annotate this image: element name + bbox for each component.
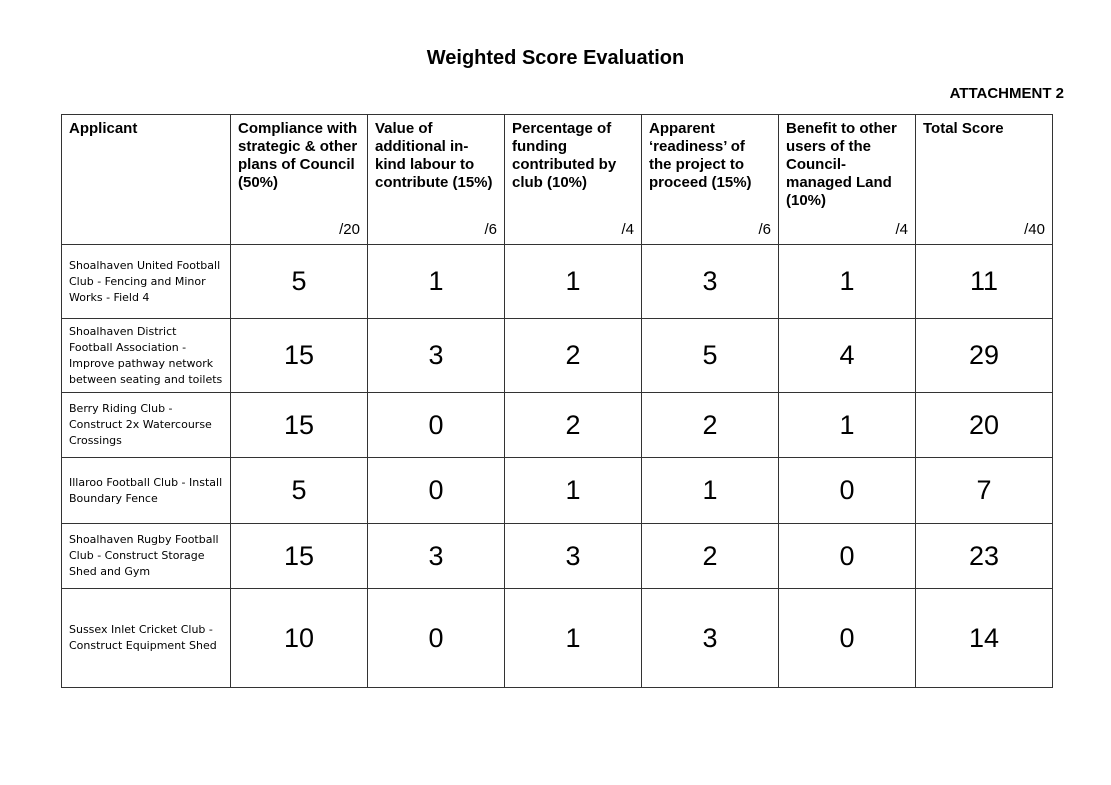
score-cell: 0 — [368, 393, 505, 458]
score-cell: 1 — [505, 589, 642, 688]
total-score-cell: 14 — [916, 589, 1053, 688]
applicant-cell: Sussex Inlet Cricket Club - Construct Equipment Shed — [62, 589, 231, 688]
score-cell: 0 — [779, 589, 916, 688]
score-cell: 15 — [231, 524, 368, 589]
total-score-cell: 29 — [916, 319, 1053, 393]
table-row — [62, 245, 1053, 319]
score-cell: 3 — [505, 524, 642, 589]
applicant-cell: Illaroo Football Club - Install Boundary Fence — [62, 458, 231, 524]
score-cell: 0 — [779, 524, 916, 589]
score-cell: 5 — [231, 458, 368, 524]
score-cell: 3 — [368, 524, 505, 589]
total-score-cell: 20 — [916, 393, 1053, 458]
score-cell: 5 — [231, 245, 368, 319]
max-score: /40 — [1024, 221, 1045, 238]
applicant-cell: Berry Riding Club - Construct 2x Watercourse Crossings — [62, 393, 231, 458]
score-cell: 1 — [505, 245, 642, 319]
score-cell: 10 — [231, 589, 368, 688]
total-score-cell: 23 — [916, 524, 1053, 589]
score-cell: 0 — [779, 458, 916, 524]
max-score: /6 — [484, 221, 497, 238]
max-score: /20 — [339, 221, 360, 238]
score-cell: 1 — [779, 393, 916, 458]
score-cell: 4 — [779, 319, 916, 393]
score-cell: 1 — [505, 458, 642, 524]
page-title: Weighted Score Evaluation — [426, 47, 685, 69]
score-table — [61, 114, 1053, 688]
table-row — [62, 458, 1053, 524]
header-compliance: Compliance with strategic & other plans of Council (50%) /20 — [231, 115, 368, 245]
max-score: /6 — [758, 221, 771, 238]
total-score-cell: 7 — [916, 458, 1053, 524]
header-readiness: Apparent ‘readiness’ of the project to proceed (15%) /6 — [642, 115, 779, 245]
score-cell: 2 — [505, 393, 642, 458]
total-score-cell: 11 — [916, 245, 1053, 319]
score-cell: 0 — [368, 589, 505, 688]
score-cell: 3 — [368, 319, 505, 393]
score-cell: 2 — [642, 524, 779, 589]
max-score: /4 — [895, 221, 908, 238]
score-cell: 2 — [642, 393, 779, 458]
score-cell: 3 — [642, 589, 779, 688]
applicant-cell: Shoalhaven District Football Association - Improve pathway network between seating and toilets — [62, 319, 231, 393]
table-row — [62, 589, 1053, 688]
score-cell: 15 — [231, 393, 368, 458]
table-row — [62, 524, 1053, 589]
attachment-label: ATTACHMENT 2 — [949, 85, 1064, 102]
header-applicant: Applicant — [62, 115, 231, 245]
header-funding-percentage: Percentage of funding contributed by club (10%) /4 — [505, 115, 642, 245]
score-cell: 1 — [368, 245, 505, 319]
applicant-cell: Shoalhaven Rugby Football Club - Construct Storage Shed and Gym — [62, 524, 231, 589]
header-total: Total Score /40 — [916, 115, 1053, 245]
score-cell: 1 — [779, 245, 916, 319]
score-cell: 3 — [642, 245, 779, 319]
header-in-kind-labour: Value of additional in-kind labour to contribute (15%) /6 — [368, 115, 505, 245]
score-cell: 2 — [505, 319, 642, 393]
score-cell: 5 — [642, 319, 779, 393]
score-cell: 15 — [231, 319, 368, 393]
header-benefit: Benefit to other users of the Council-managed Land (10%) /4 — [779, 115, 916, 245]
score-cell: 1 — [642, 458, 779, 524]
table-row — [62, 319, 1053, 393]
score-cell: 0 — [368, 458, 505, 524]
table-row — [62, 393, 1053, 458]
max-score: /4 — [621, 221, 634, 238]
header-row — [62, 115, 1053, 245]
applicant-cell: Shoalhaven United Football Club - Fencing and Minor Works - Field 4 — [62, 245, 231, 319]
